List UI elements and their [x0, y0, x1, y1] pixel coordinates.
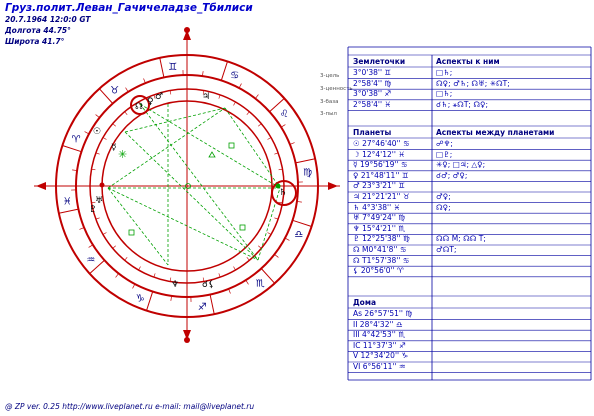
zodiac-glyph-icon: ♊ [168, 61, 178, 73]
aspect-star-icon: ✳ [118, 148, 128, 161]
table-row-aspects: □♇; [436, 149, 453, 159]
chart-title: Груз.полит.Леван_Гачичеладзе_Тбилиси [5, 2, 253, 14]
table-row-aspects: ♂☊T; [436, 245, 457, 254]
table-row-label: ♃ 21°21'21'' ♉ [353, 192, 410, 201]
zodiac-glyph-icon: ♐ [197, 302, 207, 314]
table-row-label: ☉ 27°46'40'' ♋ [353, 139, 410, 148]
table-row-aspects: □♄; [436, 68, 453, 77]
houses-header: Дома [353, 298, 377, 307]
table-row-label: As 26°57'51'' ♍ [353, 309, 413, 318]
latitude-label: Широта 41.7° [5, 37, 65, 46]
table-row-label: ☊ T1°57'38'' ♋ [353, 255, 410, 265]
mars-glyph-icon: ♂ [155, 92, 164, 102]
table-row-label: ☽ 12°4'12'' ♓ [353, 149, 406, 159]
zodiac-glyph-icon: ♈ [71, 134, 81, 146]
zodiac-glyph-icon: ♑ [135, 293, 145, 305]
sun-glyph-icon: ☉ [93, 127, 102, 137]
table-row-aspects: ☊☊ M; ☊☊ T; [436, 234, 486, 244]
zodiac-glyph-icon: ♓ [62, 196, 72, 208]
house-legend-2: 3-ценность [320, 86, 353, 92]
table-row-label: III 4°42'53'' ♏ [353, 330, 405, 340]
table-row-label: ⚸ 20°56'0'' ♈ [353, 266, 404, 276]
zodiac-glyph-icon: ♋ [230, 70, 240, 82]
table-row-label: ♂ 23°3'21'' ♊ [353, 181, 406, 191]
zodiac-glyph-icon: ♉ [110, 85, 120, 97]
house-legend-4: 3-пыл [320, 111, 337, 117]
table-row-label: VI 6°56'11'' ♒ [353, 362, 406, 371]
table-row-label: ♅ 7°49'24'' ♍ [353, 213, 406, 223]
table-row-label: 3°0'38'' ♊ [353, 68, 392, 77]
zodiac-glyph-icon: ♏ [255, 278, 265, 290]
venus-glyph-icon: ♀ [147, 97, 154, 107]
table-row-label: V 12°34'20'' ♑ [353, 351, 409, 361]
table-row-label: II 28°4'32'' ♎ [353, 319, 403, 329]
table-row-aspects: ☊♀; ♂♄; ☊♅; ✳☊T; [436, 78, 510, 88]
earth-aspects-header: Аспекты к ним [436, 57, 500, 66]
mercury-glyph-icon: ☿ [111, 143, 117, 153]
uranus-glyph-icon: ♅ [95, 196, 104, 206]
table-row-aspects: ☍♆; [436, 139, 453, 148]
jupiter-glyph-icon: ♃ [202, 92, 211, 102]
table-row-aspects: ♂♀; [436, 192, 451, 201]
planet-aspects-header: Аспекты между планетами [436, 128, 555, 137]
table-row-label: ♀ 21°48'11'' ♊ [353, 170, 409, 180]
table-row-label: ♄ 4°3'38'' ♓ [353, 202, 401, 212]
footer-text[interactable]: @ ZP ver. 0.25 http://www.liveplanet.ru e-mail: mail@liveplanet.ru [5, 402, 255, 411]
table-row-label: 3°0'38'' ♐ [353, 89, 392, 99]
zodiac-glyph-icon: ♒ [86, 254, 96, 266]
zodiac-glyph-icon: ♎ [294, 229, 304, 241]
table-row-label: 2°58'4'' ♓ [353, 99, 392, 109]
saturn-glyph-icon: ♄ [279, 188, 288, 198]
table-row-aspects: ☌♂; ♂♀; [436, 170, 468, 180]
table-row-aspects: ☌♄; ⚹☊T; ☊♀; [436, 99, 489, 109]
neptune-glyph-icon: ♆ [171, 280, 180, 290]
pluto-glyph-icon: ♇ [89, 205, 98, 215]
table-row-label: ♇ 12°25'38'' ♍ [353, 234, 410, 244]
node-glyph-icon: ☊ [135, 102, 143, 112]
zodiac-glyph-icon: ♌ [279, 109, 289, 121]
table-row-aspects: ✳♀; □♃; △♀; [436, 160, 486, 170]
house-legend-1: 3-цель [320, 73, 340, 79]
planets-header: Планеты [353, 128, 392, 137]
longitude-label: Долгота 44.75° [5, 26, 71, 35]
house-legend-3: 3-база [320, 99, 339, 105]
table-row-label: ♆ 15°4'21'' ♏ [353, 223, 406, 233]
datetime-label: 20.7.1964 12:0:0 GT [5, 15, 91, 24]
table-row-label: ☊ M0°41'8'' ♋ [353, 245, 407, 254]
table-row-aspects: □♄; [436, 89, 453, 99]
earth-points-header: Землеточки [353, 57, 406, 66]
zodiac-glyph-icon: ♍ [303, 167, 313, 179]
table-row-label: ☿ 19°56'19'' ♋ [353, 160, 408, 170]
table-row-label: 2°58'4'' ♍ [353, 78, 392, 88]
table-row-aspects: ☊♀; [436, 202, 451, 212]
lilith-glyph-icon: ☌⚸ [202, 280, 215, 290]
table-row-label: IC 11°37'3'' ♐ [353, 340, 406, 350]
